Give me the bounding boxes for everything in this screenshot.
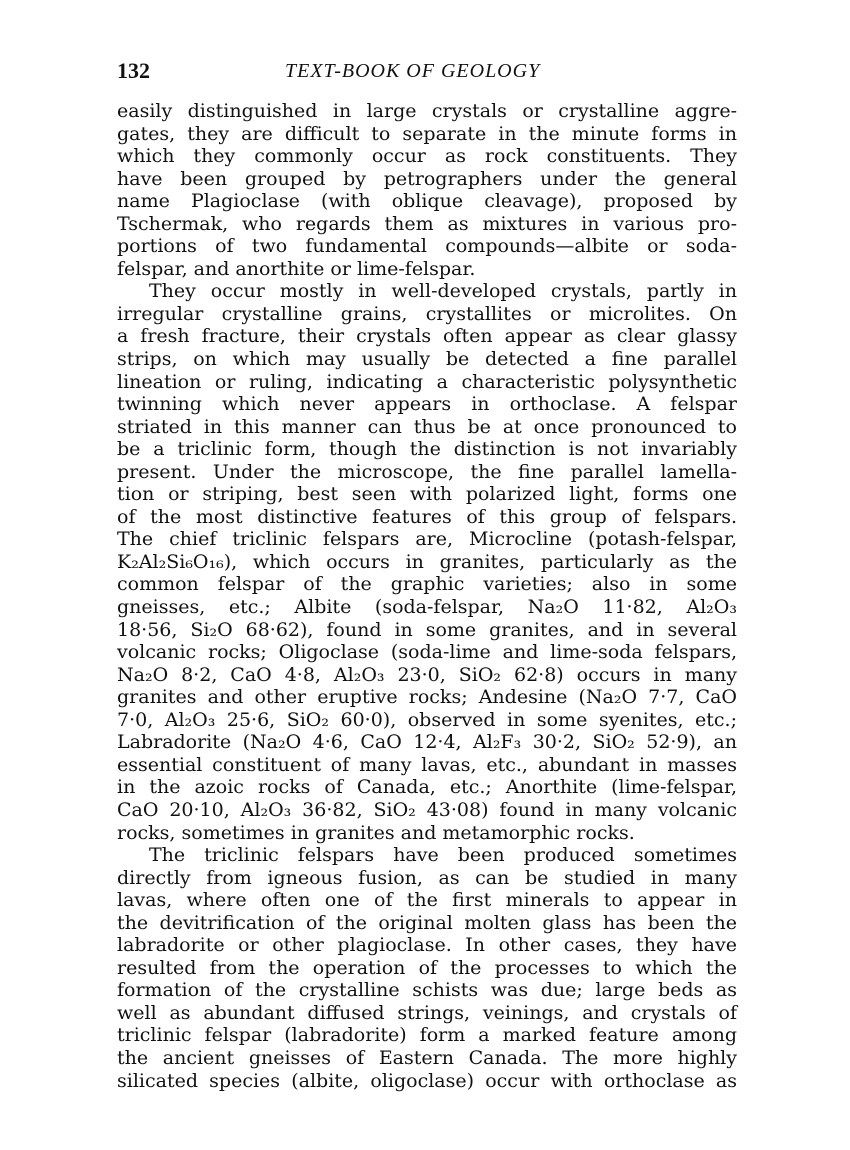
- text-line: formation of the crystalline schists was due; large beds as: [117, 979, 737, 1002]
- text-line: Na₂O 8·2, CaO 4·8, Al₂O₃ 23·0, SiO₂ 62·8) occurs in many: [117, 663, 737, 686]
- text-line: have been grouped by petrographers under the general: [117, 167, 737, 190]
- text-line: lavas, where often one of the first minerals to appear in: [117, 889, 737, 912]
- text-line: The chief triclinic felspars are, Microcline (potash-felspar,: [117, 528, 737, 551]
- text-line: 18·56, Si₂O 68·62), found in some granites, and in several: [117, 618, 737, 641]
- text-line: felspar, and anorthite or lime-felspar.: [117, 257, 476, 280]
- text-line: be a triclinic form, though the distinction is not invariably: [117, 438, 737, 461]
- text-line: gneisses, etc.; Albite (soda-felspar, Na₂O 11·82, Al₂O₃: [117, 596, 737, 619]
- body-text: [117, 100, 737, 1092]
- text-line: twinning which never appears in orthoclase. A felspar: [117, 393, 737, 416]
- text-line: granites and other eruptive rocks; Andesine (Na₂O 7·7, CaO: [117, 686, 737, 709]
- text-line: triclinic felspar (labradorite) form a marked feature among: [117, 1024, 737, 1047]
- running-title: TEXT-BOOK OF GEOLOGY: [285, 60, 541, 82]
- text-line: lineation or ruling, indicating a characteristic polysynthetic: [117, 370, 737, 393]
- text-line: common felspar of the graphic varieties; also in some: [117, 573, 737, 596]
- text-line: K₂Al₂Si₆O₁₆), which occurs in granites, particularly as the: [117, 550, 737, 573]
- page-number: 132: [117, 58, 150, 83]
- text-line: 7·0, Al₂O₃ 25·6, SiO₂ 60·0), observed in some syenites, etc.;: [117, 708, 737, 731]
- text-line: name Plagioclase (with oblique cleavage), proposed by: [117, 190, 737, 213]
- text-line: They occur mostly in well-developed crystals, partly in: [149, 280, 737, 303]
- text-line: easily distinguished in large crystals or crystalline aggre-: [117, 100, 737, 122]
- text-line: of the most distinctive features of this group of felspars.: [117, 505, 737, 528]
- text-line: Tschermak, who regards them as mixtures in various pro-: [117, 212, 737, 235]
- text-line: a fresh fracture, their crystals often appear as clear glassy: [117, 325, 737, 348]
- text-line: gates, they are difficult to separate in the minute forms in: [117, 122, 737, 145]
- text-line: resulted from the operation of the processes to which the: [117, 956, 737, 979]
- text-line: The triclinic felspars have been produced sometimes: [149, 844, 737, 867]
- text-line: in the azoic rocks of Canada, etc.; Anorthite (lime-felspar,: [117, 776, 737, 799]
- text-line: the ancient gneisses of Eastern Canada. The more highly: [117, 1046, 737, 1069]
- text-line: tion or striping, best seen with polarized light, forms one: [117, 483, 737, 506]
- text-line: silicated species (albite, oligoclase) occur with orthoclase as: [117, 1069, 737, 1092]
- text-line: the devitrification of the original molten glass has been the: [117, 911, 737, 934]
- text-line: strips, on which may usually be detected a fine parallel: [117, 348, 737, 371]
- text-line: labradorite or other plagioclase. In other cases, they have: [117, 934, 737, 957]
- page-header: [117, 58, 737, 88]
- text-line: irregular crystalline grains, crystallites or microlites. On: [117, 302, 737, 325]
- text-line: essential constituent of many lavas, etc., abundant in masses: [117, 753, 737, 776]
- text-line: striated in this manner can thus be at once pronounced to: [117, 415, 737, 438]
- text-line: CaO 20·10, Al₂O₃ 36·82, SiO₂ 43·08) found in many volcanic: [117, 798, 737, 821]
- text-line: Labradorite (Na₂O 4·6, CaO 12·4, Al₂F₃ 30·2, SiO₂ 52·9), an: [117, 731, 737, 754]
- text-line: which they commonly occur as rock constituents. They: [117, 145, 737, 168]
- text-line: rocks, sometimes in granites and metamorphic rocks.: [117, 821, 635, 844]
- text-line: directly from igneous fusion, as can be studied in many: [117, 866, 737, 889]
- text-line: well as abundant diffused strings, veinings, and crystals of: [117, 1001, 737, 1024]
- text-line: present. Under the microscope, the fine parallel lamella-: [117, 460, 737, 483]
- text-line: portions of two fundamental compounds—albite or soda-: [117, 235, 737, 258]
- text-line: volcanic rocks; Oligoclase (soda-lime and lime-soda felspars,: [117, 641, 737, 664]
